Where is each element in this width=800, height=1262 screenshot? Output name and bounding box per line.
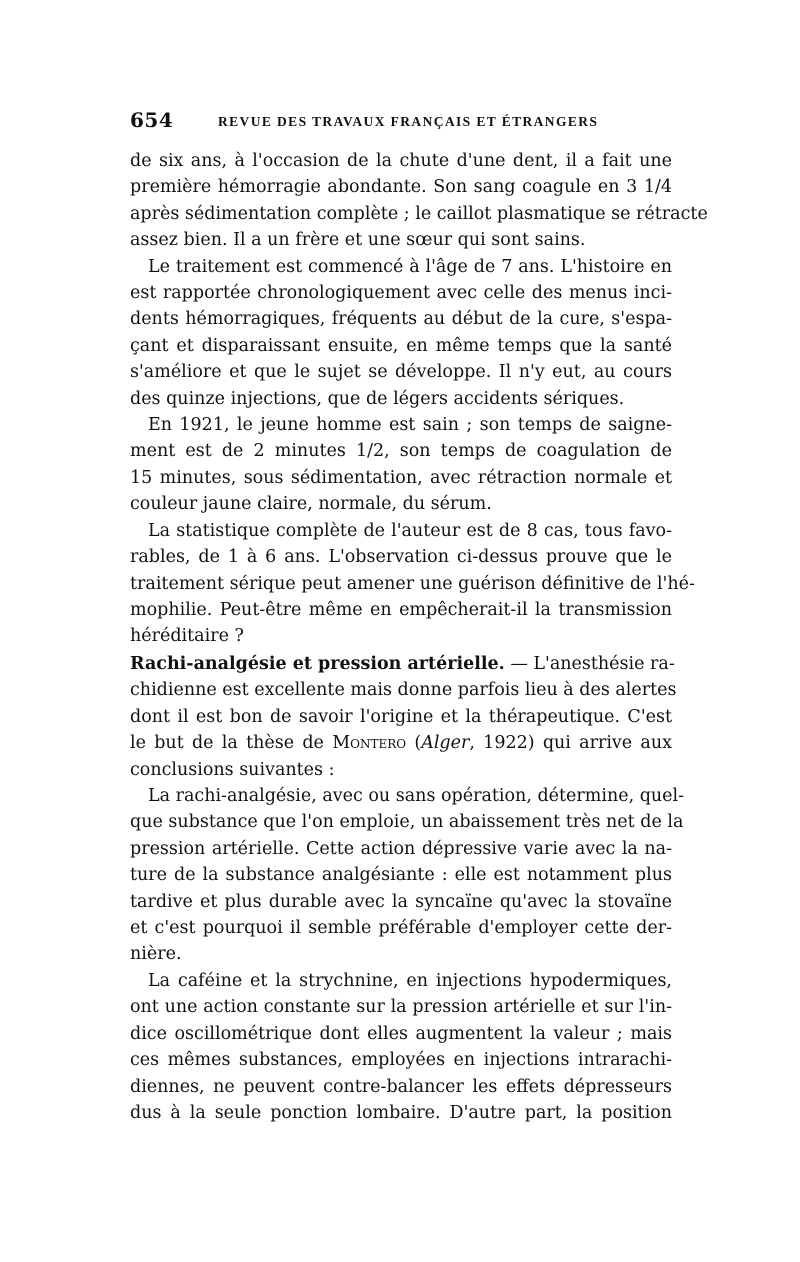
citation-pre: le but de la thèse de bbox=[130, 733, 333, 754]
text-line: première hémorragie abondante. Son sang coagule en 3 1/4 bbox=[130, 177, 672, 198]
text-line: ture de la substance analgésiante : elle est notamment plus bbox=[130, 865, 672, 886]
text-line: nière. bbox=[130, 944, 182, 965]
paragraphs-top bbox=[130, 148, 708, 650]
text-line: La rachi-analgésie, avec ou sans opération, détermine, quel- bbox=[148, 786, 685, 807]
text-line: ont une action constante sur la pression artérielle et sur l'in- bbox=[130, 997, 672, 1018]
citation-year: , 1922) bbox=[469, 733, 535, 754]
text-line: dents hémorragiques, fréquents au début de la cure, s'espa- bbox=[130, 309, 672, 330]
section-rachi-analgesie bbox=[130, 651, 685, 1126]
text-line: dice oscillométrique dont elles augmentent la valeur ; mais bbox=[130, 1023, 672, 1044]
text-line: Le traitement est commencé à l'âge de 7 ans. L'histoire en bbox=[148, 256, 672, 277]
text-line: çant et disparaissant ensuite, en même temps que la santé bbox=[130, 335, 672, 356]
text-line: s'améliore et que le sujet se développe. Il n'y eut, au cours bbox=[130, 362, 672, 383]
running-head: REVUE DES TRAVAUX FRANÇAIS ET ÉTRANGERS bbox=[218, 114, 599, 129]
text-line: La statistique complète de l'auteur est de 8 cas, tous favo- bbox=[148, 520, 672, 541]
text-line: héréditaire ? bbox=[130, 626, 244, 647]
text-line: après sédimentation complète ; le caillot plasmatique se rétracte bbox=[130, 203, 708, 224]
text-line: conclusions suivantes : bbox=[130, 759, 335, 780]
citation-line bbox=[130, 730, 672, 756]
text-line: de six ans, à l'occasion de la chute d'une dent, il a fait une bbox=[130, 151, 672, 171]
page-header bbox=[130, 108, 670, 138]
text-line: des quinze injections, que de légers accidents sériques. bbox=[130, 388, 625, 409]
text-line: 15 minutes, sous sédimentation, avec rétraction normale et bbox=[130, 467, 672, 488]
section-title: Rachi-analgésie et pression artérielle. bbox=[130, 654, 505, 674]
text-line: diennes, ne peuvent contre-balancer les effets dépresseurs bbox=[130, 1076, 672, 1097]
text-line: assez bien. Il a un frère et une sœur qui sont sains. bbox=[130, 230, 586, 251]
text-line: La caféine et la strychnine, en injections hypodermiques, bbox=[148, 970, 672, 991]
text-line: En 1921, le jeune homme est sain ; son temps de saigne- bbox=[148, 415, 672, 436]
text-line: mophilie. Peut-être même en empêcherait-il la transmission bbox=[130, 599, 672, 620]
text-line: couleur jaune claire, normale, du sérum. bbox=[130, 494, 492, 515]
text-line: tardive et plus durable avec la syncaïne qu'avec la stovaïne bbox=[130, 891, 672, 912]
section-title-rest: — L'anesthésie ra- bbox=[504, 654, 675, 674]
text-line: est rapportée chronologiquement avec celle des menus inci- bbox=[130, 283, 672, 304]
text-line: pression artérielle. Cette action dépressive varie avec la na- bbox=[130, 838, 672, 859]
author-name: Montero bbox=[332, 733, 407, 754]
text-line: ces mêmes substances, employées en injections intrarachi- bbox=[130, 1050, 672, 1071]
text-line: chidienne est excellente mais donne parfois lieu à des alertes bbox=[130, 680, 677, 701]
text-line: rables, de 1 à 6 ans. L'observation ci-dessus prouve que le bbox=[130, 547, 672, 568]
text-line: ment est de 2 minutes 1/2, son temps de coagulation de bbox=[130, 441, 672, 462]
page-number: 654 bbox=[130, 108, 174, 132]
citation-post: qui arrive aux bbox=[534, 733, 672, 754]
text-line: dont il est bon de savoir l'origine et la thérapeutique. C'est bbox=[130, 706, 672, 727]
text-line: dus à la seule ponction lombaire. D'autre part, la position bbox=[130, 1102, 672, 1123]
citation-open: ( bbox=[406, 733, 422, 754]
text-line: traitement sérique peut amener une guérison définitive de l'hé- bbox=[130, 573, 695, 594]
text-line: que substance que l'on emploie, un abaissement très net de la bbox=[130, 812, 684, 833]
citation-city: Alger bbox=[421, 733, 470, 754]
text-line: et c'est pourquoi il semble préférable d'employer cette der- bbox=[130, 918, 672, 939]
section-heading-line bbox=[130, 651, 675, 677]
